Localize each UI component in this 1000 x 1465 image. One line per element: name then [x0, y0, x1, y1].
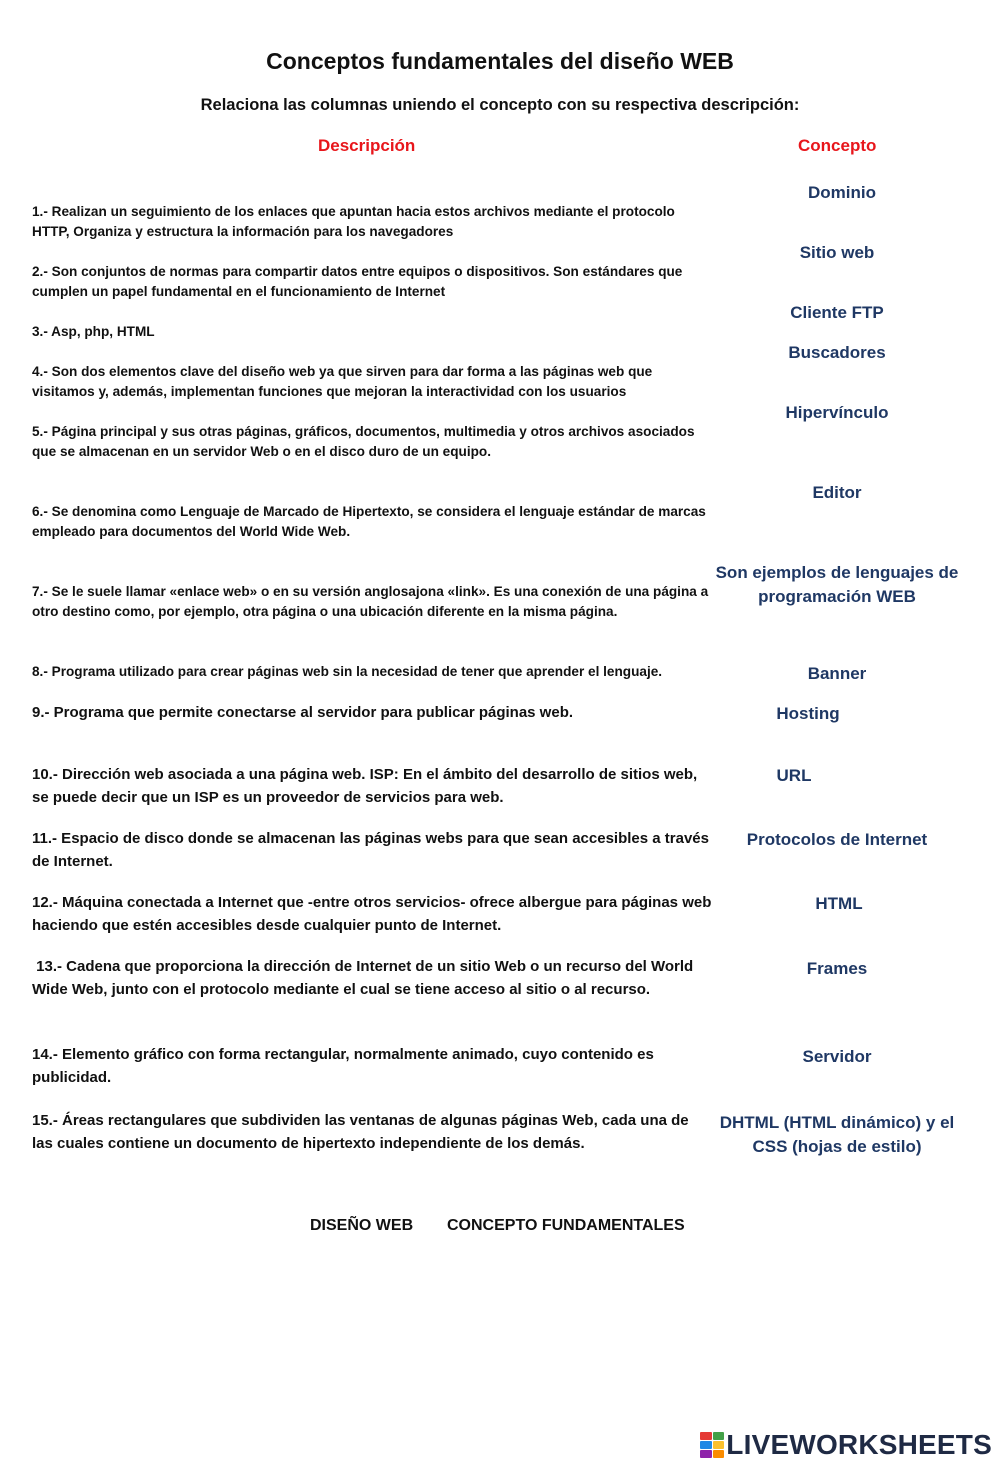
page-title: Conceptos fundamentales del diseño WEB: [266, 48, 734, 74]
description-10: 10.- Dirección web asociada a una página web. ISP: En el ámbito del desarrollo de sitios web, se puede decir que un ISP es un proveedor de servicios para web.: [32, 766, 698, 806]
description-column-header: Descripción: [318, 136, 416, 155]
logo-square: [713, 1432, 725, 1440]
description-8: 8.- Programa utilizado para crear páginas web sin la necesidad de tener que aprender el lenguaje.: [32, 664, 663, 679]
logo-text: LIVEWORKSHEETS: [726, 1429, 992, 1460]
description-12: 12.- Máquina conectada a Internet que -entre otros servicios- ofrece albergue para páginas web haciendo que estén accesibles desde cualquier punto de Internet.: [32, 894, 712, 934]
logo-square: [700, 1441, 712, 1449]
concept-banner: Banner: [807, 664, 867, 683]
liveworksheets-logo: [700, 1428, 992, 1462]
concept-cliente-ftp: Cliente FTP: [790, 303, 884, 322]
description-9: 9.- Programa que permite conectarse al servidor para publicar páginas web.: [32, 704, 574, 721]
logo-square: [700, 1432, 712, 1440]
concept-hosting: Hosting: [776, 704, 840, 723]
logo-square: [700, 1450, 712, 1458]
description-15: 15.- Áreas rectangulares que subdividen las ventanas de algunas páginas Web, cada una de las cuales contiene un documento de hipertexto independiente de los demás.: [32, 1112, 689, 1152]
concept-frames: Frames: [806, 959, 868, 978]
concept-protocolos-internet: Protocolos de Internet: [746, 830, 928, 849]
description-4: 4.- Son dos elementos clave del diseño web ya que sirven para dar forma a las páginas web que visitamos y, además, implementan funciones que mejoran la interactividad con los usuarios: [32, 364, 653, 399]
logo-mark-icon: [700, 1432, 724, 1458]
concept-html: HTML: [815, 894, 863, 913]
description-6: 6.- Se denomina como Lenguaje de Marcado de Hipertexto, se considera el lenguaje estándar de marcas empleado para documentos del World Wide Web.: [32, 504, 706, 539]
description-14: 14.- Elemento gráfico con forma rectangular, normalmente animado, cuyo contenido es publicidad.: [32, 1046, 654, 1086]
footer-left: DISEÑO WEB: [310, 1217, 414, 1234]
concept-buscadores: Buscadores: [788, 343, 886, 362]
logo-square: [713, 1441, 725, 1449]
concept-url: URL: [776, 766, 812, 785]
description-2: 2.- Son conjuntos de normas para compartir datos entre equipos o dispositivos. Son estándares que cumplen un papel fundamental en el funcionamiento de Internet: [32, 264, 683, 299]
concept-editor: Editor: [812, 483, 862, 502]
footer-right: CONCEPTO FUNDAMENTALES: [447, 1217, 685, 1234]
description-1: 1.- Realizan un seguimiento de los enlaces que apuntan hacia estos archivos mediante el protocolo HTTP, Organiza y estructura la información para los navegadores: [32, 204, 675, 239]
concept-dhtml-css: DHTML (HTML dinámico) y el CSS (hojas de estilo): [719, 1113, 955, 1156]
description-7: 7.- Se le suele llamar «enlace web» o en su versión anglosajona «link». Es una conexión de una página a otro destino como, por ejemplo, otra página o una ubicación diferente en la misma página.: [32, 584, 709, 619]
concept-column-header: Concepto: [798, 136, 877, 155]
description-13: 13.- Cadena que proporciona la dirección de Internet de un sitio Web o un recurso del World Wide Web, junto con el protocolo mediante el cual se tiene acceso al sitio o al recurso.: [32, 958, 698, 998]
instructions: Relaciona las columnas uniendo el concepto con su respectiva descripción:: [200, 96, 800, 114]
description-11: 11.- Espacio de disco donde se almacenan las páginas webs para que sean accesibles a través de Internet.: [32, 830, 709, 870]
concept-sitio-web: Sitio web: [799, 243, 875, 262]
concept-hipervinculo: Hipervínculo: [785, 403, 889, 422]
description-3: 3.- Asp, php, HTML: [32, 324, 155, 339]
concept-lenguajes-programacion: Son ejemplos de lenguajes de programación WEB: [715, 563, 959, 606]
logo-square: [713, 1450, 725, 1458]
description-5: 5.- Página principal y sus otras páginas, gráficos, documentos, multimedia y otros archivos asociados que se almacenan en un servidor Web o en el disco duro de un equipo.: [32, 424, 695, 459]
concept-dominio: Dominio: [808, 183, 876, 202]
concept-servidor: Servidor: [802, 1047, 872, 1066]
